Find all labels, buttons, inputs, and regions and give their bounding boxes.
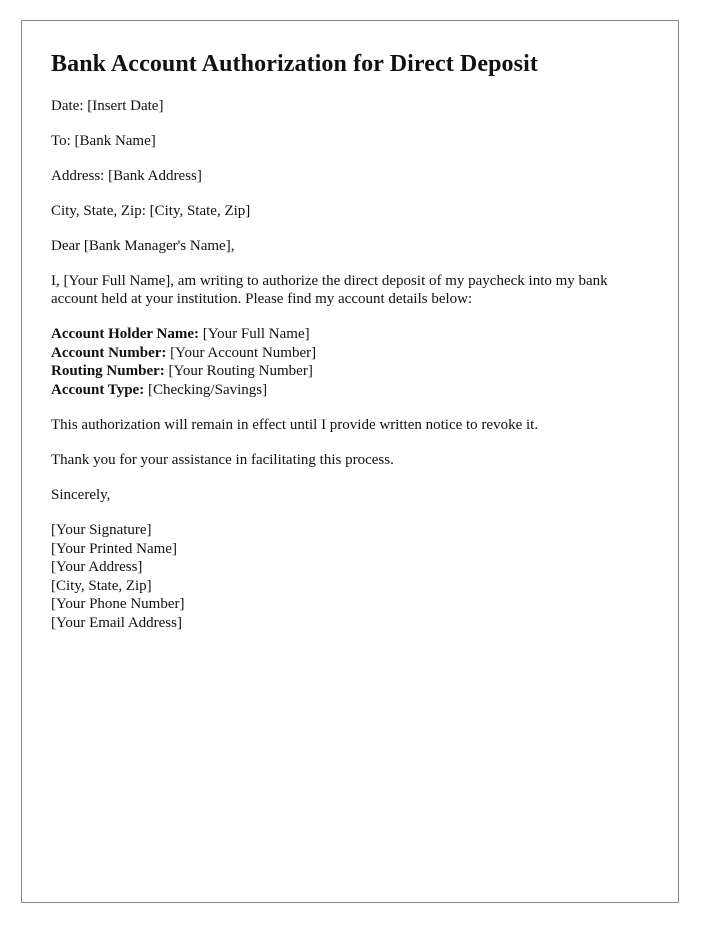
letter-title: Bank Account Authorization for Direct Deposit xyxy=(51,51,538,77)
date-line: Date: [Insert Date] xyxy=(51,98,164,114)
intro-paragraph: I, [Your Full Name], am writing to authorize the direct deposit of my paycheck into my bank account held at your institution. Please find my account details below: xyxy=(51,273,608,307)
email-line: [Your Email Address] xyxy=(51,614,182,631)
sender-city-line: [City, State, Zip] xyxy=(51,577,152,594)
account-holder-value: [Your Full Name] xyxy=(199,326,310,342)
closing: Sincerely, xyxy=(51,487,111,503)
account-details xyxy=(51,325,651,399)
routing-number-label: Routing Number: xyxy=(51,363,165,379)
account-type-label: Account Type: xyxy=(51,381,145,398)
city-state-zip-line: City, State, Zip: [City, State, Zip] xyxy=(51,203,251,219)
account-detail-row xyxy=(51,362,651,381)
letter-body xyxy=(51,49,651,649)
account-holder-label: Account Holder Name: xyxy=(51,326,200,342)
account-detail-row xyxy=(51,381,651,400)
sender-address-line: [Your Address] xyxy=(51,559,143,575)
account-number-label: Account Number: xyxy=(51,344,167,361)
document-page xyxy=(21,20,679,903)
recipient-line: To: [Bank Name] xyxy=(51,133,156,149)
signature-line: [Your Signature] xyxy=(51,522,152,538)
effect-statement: This authorization will remain in effect until I provide written notice to revoke it. xyxy=(51,417,539,433)
routing-number-value: [Your Routing Number] xyxy=(164,363,313,379)
bank-address-line: Address: [Bank Address] xyxy=(51,168,202,184)
thanks-line: Thank you for your assistance in facilitating this process. xyxy=(51,452,394,468)
account-detail-row xyxy=(51,344,651,363)
signature-block xyxy=(51,521,651,632)
salutation: Dear [Bank Manager's Name], xyxy=(51,238,235,254)
printed-name-line: [Your Printed Name] xyxy=(51,540,177,557)
account-detail-row xyxy=(51,325,651,344)
account-type-value: [Checking/Savings] xyxy=(144,381,268,398)
phone-line: [Your Phone Number] xyxy=(51,596,185,612)
account-number-value: [Your Account Number] xyxy=(166,344,317,361)
